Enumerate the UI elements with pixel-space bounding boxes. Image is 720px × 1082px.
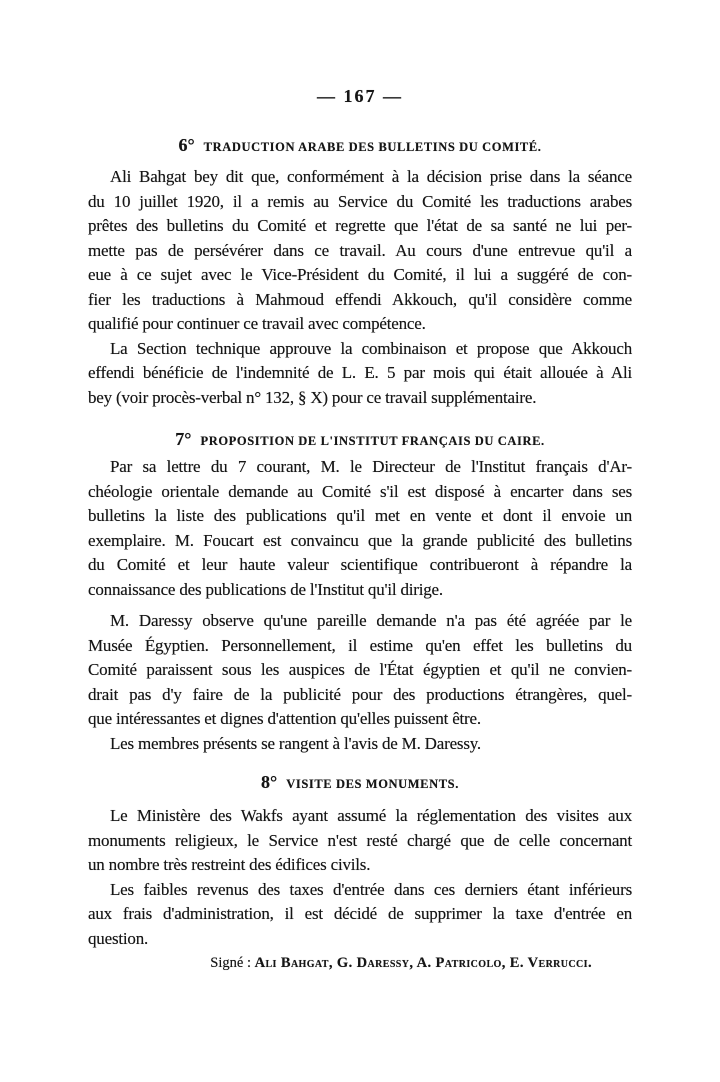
text-line bbox=[88, 829, 632, 854]
page-body bbox=[88, 133, 632, 972]
heading-title: PROPOSITION DE L'INSTITUT FRANÇAIS DU CAIRE. bbox=[200, 434, 545, 448]
text-line bbox=[88, 658, 632, 683]
paragraph bbox=[88, 732, 632, 757]
text-line bbox=[88, 634, 632, 659]
text-line-content: effendi bénéficie de l'indemnité de L. E. 5 par mois qui était allouée à Ali bbox=[88, 363, 632, 382]
text-line bbox=[88, 927, 632, 952]
heading-number: 7° bbox=[175, 429, 192, 449]
text-line bbox=[88, 263, 632, 288]
paragraph bbox=[88, 165, 632, 337]
text-line bbox=[88, 683, 632, 708]
text-line bbox=[88, 504, 632, 529]
section-heading bbox=[88, 427, 632, 451]
text-line-content: La Section technique approuve la combinaison et propose que Akkouch bbox=[110, 338, 632, 358]
text-line-content: Par sa lettre du 7 courant, M. le Directeur de l'Institut français d'Ar- bbox=[110, 457, 632, 476]
text-line bbox=[88, 337, 632, 362]
text-line bbox=[88, 312, 632, 337]
section-heading bbox=[88, 770, 632, 794]
paragraph bbox=[88, 337, 632, 411]
text-line-content: monuments religieux, le Service n'est resté chargé que de celle concernant bbox=[88, 830, 632, 850]
text-line bbox=[88, 239, 632, 264]
text-line-content: mette pas de persévérer dans ce travail. Au cours d'une entrevue qu'il a bbox=[88, 240, 632, 260]
text-line-content: connaissance des publications de l'Institut qu'il dirige. bbox=[88, 579, 443, 599]
text-line-content: bulletins la liste des publications qu'il met en vente et dont il envoie un bbox=[88, 506, 632, 525]
text-line-content: M. Daressy observe qu'une pareille demande n'a pas été agréée par le bbox=[110, 611, 632, 630]
paragraph bbox=[88, 878, 632, 952]
text-line bbox=[88, 853, 632, 878]
heading-number: 6° bbox=[178, 135, 195, 155]
text-line bbox=[88, 361, 632, 386]
text-line bbox=[88, 902, 632, 927]
text-line bbox=[88, 732, 632, 757]
text-line bbox=[88, 878, 632, 903]
page-number: — 167 — bbox=[317, 86, 403, 106]
text-line-content: eue à ce sujet avec le Vice-Président du Comité, il lui a suggéré de con- bbox=[88, 265, 632, 284]
text-line-content: fier les traductions à Mahmoud effendi Akkouch, qu'il considère comme bbox=[88, 289, 632, 309]
paragraph bbox=[88, 804, 632, 878]
text-line-content: Musée Égyptien. Personnellement, il estime qu'en effet les bulletins du bbox=[88, 635, 632, 655]
text-line bbox=[88, 553, 632, 578]
text-line bbox=[88, 165, 632, 190]
text-line-content: un nombre très restreint des édifices civils. bbox=[88, 855, 371, 874]
text-line-content: drait pas d'y faire de la publicité pour des productions étrangères, quel- bbox=[88, 684, 632, 704]
text-line-content: Les faibles revenus des taxes d'entrée dans ces derniers étant inférieurs bbox=[110, 879, 632, 899]
text-line bbox=[88, 214, 632, 239]
text-line-content: du 10 juillet 1920, il a remis au Service du Comité les traductions arabes bbox=[88, 191, 632, 211]
text-line-content: Les membres présents se rangent à l'avis de M. Daressy. bbox=[110, 733, 481, 753]
text-line bbox=[88, 578, 632, 603]
paragraph bbox=[88, 455, 632, 602]
paragraph bbox=[88, 609, 632, 732]
text-line bbox=[88, 288, 632, 313]
heading-title: TRADUCTION ARABE DES BULLETINS DU COMITÉ. bbox=[203, 140, 542, 154]
text-line bbox=[88, 480, 632, 505]
text-line bbox=[88, 529, 632, 554]
text-line-content: Le Ministère des Wakfs ayant assumé la réglementation des visites aux bbox=[110, 806, 632, 825]
text-line-content: prêtes des bulletins du Comité et regrette que l'état de sa santé ne lui per- bbox=[88, 216, 632, 235]
text-line-content: aux frais d'administration, il est décidé de supprimer la taxe d'entrée en bbox=[88, 904, 632, 923]
text-line bbox=[88, 455, 632, 480]
signature-names: Ali Bahgat, G. Daressy, A. Patricolo, E. Verrucci. bbox=[254, 955, 592, 971]
text-line-content: que intéressantes et dignes d'attention qu'elles puissent être. bbox=[88, 709, 481, 728]
signature-label: Signé : bbox=[210, 955, 251, 971]
heading-title: VISITE DES MONUMENTS. bbox=[286, 777, 459, 791]
heading-number: 8° bbox=[261, 772, 278, 792]
text-line-content: exemplaire. M. Foucart est convaincu que la grande publicité des bulletins bbox=[88, 530, 632, 550]
text-line-content: Comité paraissent sous les auspices de l'État égyptien et qu'il ne convien- bbox=[88, 660, 632, 679]
text-line-content: question. bbox=[88, 928, 149, 948]
text-line-content: chéologie orientale demande au Comité s'il est disposé à encarter dans ses bbox=[88, 481, 632, 501]
text-line bbox=[88, 386, 632, 411]
text-line-content: bey (voir procès-verbal n° 132, § X) pour ce travail supplémentaire. bbox=[88, 387, 537, 407]
section-heading bbox=[88, 133, 632, 157]
text-line bbox=[88, 804, 632, 829]
signature-line bbox=[88, 955, 632, 972]
text-line-content: du Comité et leur haute valeur scientifique contribueront à répandre la bbox=[88, 555, 632, 574]
text-line bbox=[88, 609, 632, 634]
text-line bbox=[88, 707, 632, 732]
text-line bbox=[88, 190, 632, 215]
text-line-content: Ali Bahgat bey dit que, conformément à la décision prise dans la séance bbox=[110, 167, 632, 186]
text-line-content: qualifié pour continuer ce travail avec compétence. bbox=[88, 314, 426, 333]
